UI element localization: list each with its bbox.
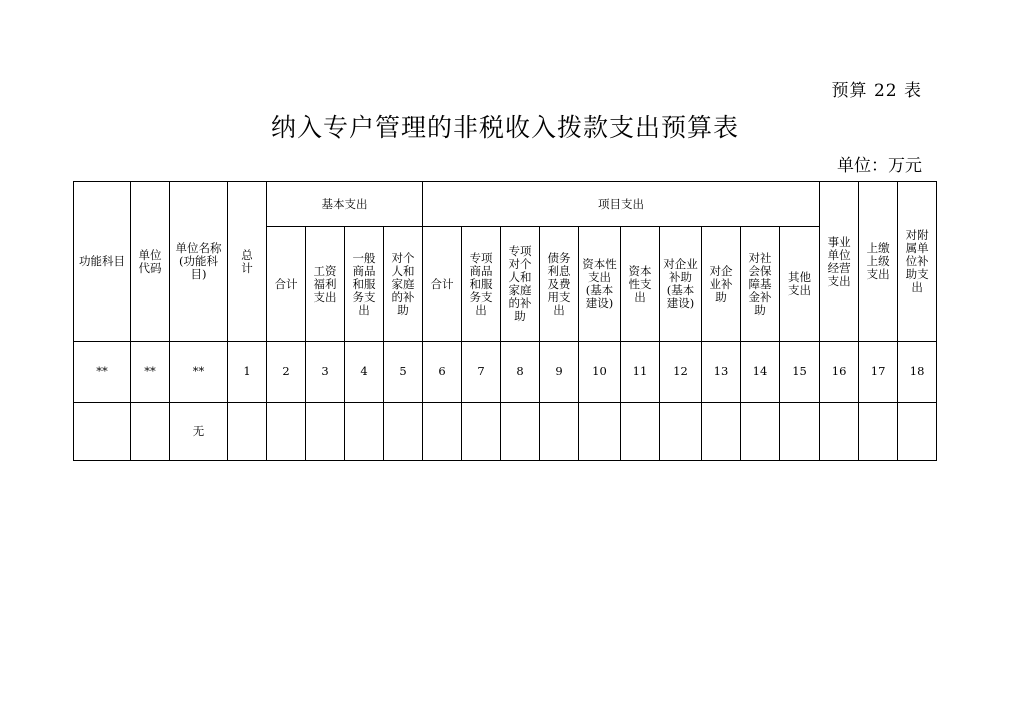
header-basic-group: 基本支出 bbox=[267, 182, 423, 227]
header-upper-level: 上缴 上级 支出 bbox=[859, 182, 898, 342]
table-row bbox=[74, 402, 937, 460]
index-cell: 17 bbox=[859, 342, 898, 402]
data-cell bbox=[501, 402, 540, 460]
header-project-group: 项目支出 bbox=[423, 182, 820, 227]
index-cell: 4 bbox=[345, 342, 384, 402]
data-cell bbox=[384, 402, 423, 460]
header-proj-enterprise-basic: 对企业 补助 (基本 建设) bbox=[660, 227, 702, 342]
header-proj-other: 其他 支出 bbox=[780, 227, 820, 342]
header-basic-wages: 工资 福利 支出 bbox=[306, 227, 345, 342]
header-enterprise-ops: 事业 单位 经营 支出 bbox=[820, 182, 859, 342]
index-cell: 1 bbox=[228, 342, 267, 402]
data-cell bbox=[859, 402, 898, 460]
form-number: 预算 22 表 bbox=[831, 81, 922, 101]
page-title: 纳入专户管理的非税收入拨款支出预算表 bbox=[270, 113, 739, 142]
header-proj-enterprise: 对企 业补 助 bbox=[702, 227, 741, 342]
data-cell bbox=[660, 402, 702, 460]
data-cell: 无 bbox=[170, 402, 228, 460]
header-basic-personal: 对个 人和 家庭 的补 助 bbox=[384, 227, 423, 342]
header-basic-sum: 合计 bbox=[267, 227, 306, 342]
header-proj-goods: 专项 商品 和服 务支 出 bbox=[462, 227, 501, 342]
header-proj-personal: 专项 对个 人和 家庭 的补 助 bbox=[501, 227, 540, 342]
header-subordinate: 对附 属单 位补 助支 出 bbox=[898, 182, 937, 342]
index-cell: 13 bbox=[702, 342, 741, 402]
index-cell: 12 bbox=[660, 342, 702, 402]
data-cell bbox=[540, 402, 579, 460]
index-cell: ** bbox=[131, 342, 170, 402]
index-cell: 14 bbox=[741, 342, 780, 402]
header-total: 总 计 bbox=[228, 182, 267, 342]
header-proj-debt: 债务 利息 及费 用支 出 bbox=[540, 227, 579, 342]
index-cell: 18 bbox=[898, 342, 937, 402]
index-cell: 10 bbox=[579, 342, 621, 402]
budget-table bbox=[73, 181, 937, 461]
header-func-subject: 功能科目 bbox=[74, 182, 131, 342]
index-cell: 11 bbox=[621, 342, 660, 402]
index-cell: 8 bbox=[501, 342, 540, 402]
index-cell: 16 bbox=[820, 342, 859, 402]
index-cell: 3 bbox=[306, 342, 345, 402]
data-cell bbox=[702, 402, 741, 460]
data-cell bbox=[898, 402, 937, 460]
data-cell bbox=[74, 402, 131, 460]
index-cell: 15 bbox=[780, 342, 820, 402]
data-cell bbox=[228, 402, 267, 460]
unit-label: 单位：万元 bbox=[837, 156, 922, 176]
data-cell bbox=[780, 402, 820, 460]
data-cell bbox=[462, 402, 501, 460]
index-cell: ** bbox=[170, 342, 228, 402]
header-proj-social: 对社 会保 障基 金补 助 bbox=[741, 227, 780, 342]
header-unit-code: 单位 代码 bbox=[131, 182, 170, 342]
index-cell: 5 bbox=[384, 342, 423, 402]
data-cell bbox=[820, 402, 859, 460]
index-cell: ** bbox=[74, 342, 131, 402]
index-cell: 9 bbox=[540, 342, 579, 402]
index-row bbox=[74, 342, 937, 402]
header-unit-name: 单位名称 (功能科 目) bbox=[170, 182, 228, 342]
header-basic-goods: 一般 商品 和服 务支 出 bbox=[345, 227, 384, 342]
data-cell bbox=[306, 402, 345, 460]
index-cell: 7 bbox=[462, 342, 501, 402]
data-cell bbox=[621, 402, 660, 460]
header-proj-capital: 资本 性支 出 bbox=[621, 227, 660, 342]
data-cell bbox=[423, 402, 462, 460]
data-cell bbox=[345, 402, 384, 460]
index-cell: 6 bbox=[423, 342, 462, 402]
index-cell: 2 bbox=[267, 342, 306, 402]
data-cell bbox=[741, 402, 780, 460]
header-proj-capital-basic: 资本性 支出 (基本 建设) bbox=[579, 227, 621, 342]
data-cell bbox=[267, 402, 306, 460]
header-proj-sum: 合计 bbox=[423, 227, 462, 342]
data-cell bbox=[579, 402, 621, 460]
data-cell bbox=[131, 402, 170, 460]
